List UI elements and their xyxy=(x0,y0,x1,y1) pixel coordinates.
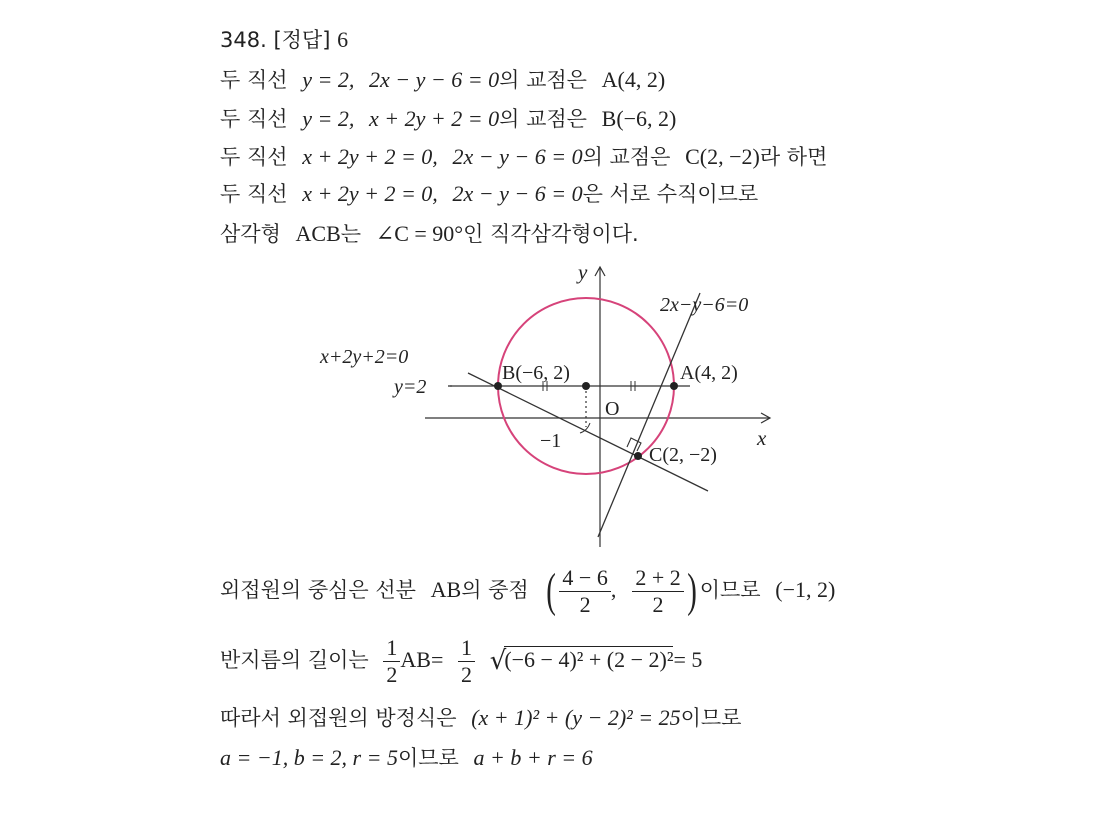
text: 두 직선 xyxy=(220,145,288,169)
label-point-b: B(−6, 2) xyxy=(502,362,570,384)
intersection-b-line xyxy=(220,105,676,133)
sqrt-sign: √ xyxy=(489,646,507,676)
radius-result: = 5 xyxy=(673,647,703,672)
denominator: 2 xyxy=(386,661,398,687)
equation: x + 2y + 2 = 0, xyxy=(302,144,438,169)
text: 외접원의 중심은 선분 xyxy=(220,578,416,602)
fraction-half xyxy=(383,635,400,688)
denominator: 2 xyxy=(652,591,664,617)
problem-number: 348. xyxy=(220,28,267,52)
point-a xyxy=(670,382,678,390)
numerator: 1 xyxy=(458,635,475,662)
perpendicular-line xyxy=(220,180,758,208)
left-paren: ( xyxy=(546,564,557,617)
equation: 2x − y − 6 = 0 xyxy=(452,181,583,206)
numerator: 1 xyxy=(383,635,400,662)
equation: x + 2y + 2 = 0 xyxy=(369,106,500,131)
circle-equation: (x + 1)² + (y − 2)² = 25 xyxy=(471,705,681,730)
answer-label: [정답] xyxy=(273,28,331,52)
fraction-y xyxy=(632,565,683,618)
text: 두 직선 xyxy=(220,107,288,131)
center-line: 외접원의 중심은 선분 AB의 중점 ( $\frac{4 - 6}{2}$ , $\frac{2 + 2}{2}$ ) 이므로 (−1, 2) xyxy=(220,564,836,617)
text: 이므로 xyxy=(397,746,459,770)
label-point-c: C(2, −2) xyxy=(649,444,717,466)
text: 의 교점은 xyxy=(499,107,587,131)
angle-expression: ∠C = 90° xyxy=(375,221,464,246)
label-y-equals-2: y=2 xyxy=(394,376,427,398)
point-center xyxy=(582,382,590,390)
equation-line xyxy=(220,704,741,732)
point-c xyxy=(634,452,642,460)
root-body: (−6 − 4)² + (2 − 2)² xyxy=(504,647,674,672)
right-paren: ) xyxy=(686,564,697,617)
text: 두 직선 xyxy=(220,68,288,92)
y-axis-label: y xyxy=(578,260,588,284)
triangle-name: ACB xyxy=(295,221,341,246)
center-coordinates: (−1, 2) xyxy=(775,577,836,602)
pointer-arc xyxy=(580,423,590,433)
problem-header xyxy=(220,26,348,54)
equation: x + 2y + 2 = 0, xyxy=(302,181,438,206)
fraction-x xyxy=(559,565,610,618)
radius-line xyxy=(220,632,702,689)
point-c-coordinates: C(2, −2) xyxy=(685,144,760,169)
final-line xyxy=(220,744,593,772)
origin-label: O xyxy=(605,398,620,420)
label-2x-minus-y: 2x−y−6=0 xyxy=(660,294,749,316)
segment-ab: AB xyxy=(400,647,431,672)
point-b xyxy=(494,382,502,390)
text: 의 교점은 xyxy=(582,145,671,169)
equals: = xyxy=(430,647,444,672)
text: 두 직선 xyxy=(220,182,288,206)
text: 의 교점은 xyxy=(499,68,587,92)
coordinate-figure xyxy=(300,255,800,555)
equation: 2x − y − 6 = 0 xyxy=(452,144,583,169)
equation: y = 2, xyxy=(302,67,355,92)
text: 인 직각삼각형이다. xyxy=(463,222,639,246)
segment-ab: AB xyxy=(430,577,462,602)
final-sum: a + b + r = 6 xyxy=(473,745,593,770)
text: 삼각형 xyxy=(220,222,281,246)
right-triangle-line xyxy=(220,220,639,248)
numerator: 4 − 6 xyxy=(559,565,610,592)
text: 은 서로 수직이므로 xyxy=(582,182,759,206)
text: 따라서 외접원의 방정식은 xyxy=(220,706,457,730)
text: 는 xyxy=(340,222,362,246)
denominator: 2 xyxy=(461,661,473,687)
text: 반지름의 길이는 xyxy=(220,648,369,672)
equation: y = 2, xyxy=(302,106,355,131)
point-a-coordinates: A(4, 2) xyxy=(601,67,666,92)
text: 의 중점 xyxy=(461,578,529,602)
denominator: 2 xyxy=(579,591,591,617)
label-minus-one: −1 xyxy=(540,430,562,452)
point-b-coordinates: B(−6, 2) xyxy=(601,106,677,131)
label-point-a: A(4, 2) xyxy=(680,362,738,384)
text: 라 하면 xyxy=(759,145,828,169)
fraction-half xyxy=(458,635,475,688)
values: a = −1, b = 2, r = 5 xyxy=(220,745,398,770)
x-axis-label: x xyxy=(757,426,767,450)
intersection-c-line xyxy=(220,143,827,171)
text: 이므로 xyxy=(699,578,761,602)
intersection-a-line xyxy=(220,66,665,94)
label-x-plus-2y: x+2y+2=0 xyxy=(320,346,409,368)
text: 이므로 xyxy=(680,706,742,730)
numerator: 2 + 2 xyxy=(632,565,683,592)
equation: 2x − y − 6 = 0 xyxy=(369,67,500,92)
answer-value: 6 xyxy=(337,27,349,52)
